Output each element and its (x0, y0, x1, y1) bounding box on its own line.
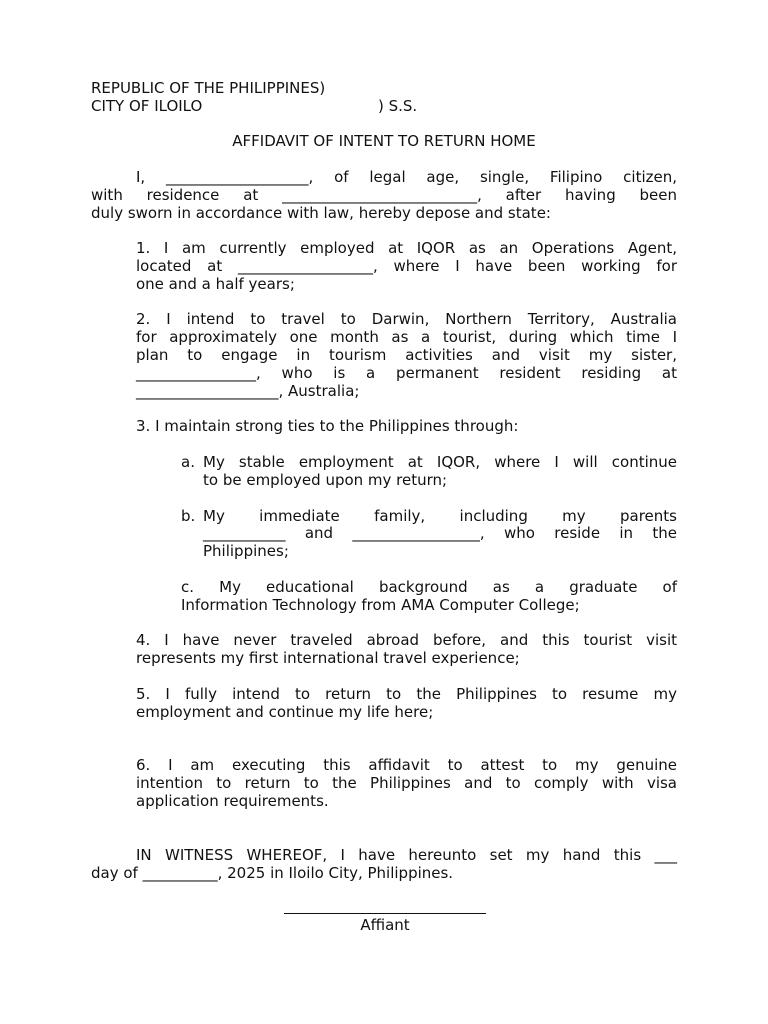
item-b-line-3: Philippines; (203, 542, 289, 560)
para-2-line-5: ___________________, Australia; (136, 382, 360, 400)
witness-line-2: day of __________, 2025 in Iloilo City, Philippines. (91, 864, 454, 882)
para-6-line-2: intention to return to the Philippines and to comply with visa (136, 774, 677, 792)
affiant-label: Affiant (360, 916, 410, 934)
para-4-line-2: represents my first international travel experience; (136, 649, 520, 667)
caption-city: CITY OF ILOILO (91, 97, 203, 115)
para-6-line-1: 6. I am executing this affidavit to attest to my genuine (136, 756, 677, 774)
caption-ss: ) S.S. (378, 97, 418, 115)
document-title: AFFIDAVIT OF INTENT TO RETURN HOME (232, 132, 536, 150)
item-b-line-2: ___________ and _________________, who reside in the (203, 524, 677, 542)
para-5-line-1: 5. I fully intend to return to the Philippines to resume my (136, 685, 677, 703)
caption-republic: REPUBLIC OF THE PHILIPPINES) (91, 79, 326, 97)
item-c-line-1: c. My educational background as a graduate of (181, 578, 677, 596)
para-1-line-1: 1. I am currently employed at IQOR as an Operations Agent, (136, 239, 677, 257)
para-6-line-3: application requirements. (136, 792, 329, 810)
item-c-line-2: Information Technology from AMA Computer College; (181, 596, 580, 614)
intro-line-3: duly sworn in accordance with law, hereby depose and state: (91, 204, 551, 222)
item-a-line-2: to be employed upon my return; (203, 471, 448, 489)
item-b-marker: b. (181, 507, 196, 525)
para-1-line-3: one and a half years; (136, 275, 295, 293)
para-2-line-4: ________________, who is a permanent resident residing at (136, 364, 677, 382)
intro-line-2: with residence at __________________________, after having been (91, 186, 677, 204)
para-4-line-1: 4. I have never traveled abroad before, and this tourist visit (136, 631, 677, 649)
item-a-marker: a. (181, 453, 195, 471)
intro-line-1: I, ___________________, of legal age, single, Filipino citizen, (136, 168, 677, 186)
item-a-line-1: My stable employment at IQOR, where I will continue (203, 453, 677, 471)
witness-line-1: IN WITNESS WHEREOF, I have hereunto set my hand this ___ (136, 846, 677, 864)
item-b-line-1: My immediate family, including my parents (203, 507, 677, 525)
para-1-line-2: located at __________________, where I have been working for (136, 257, 677, 275)
para-2-line-1: 2. I intend to travel to Darwin, Northern Territory, Australia (136, 310, 677, 328)
para-3: 3. I maintain strong ties to the Philippines through: (136, 417, 519, 435)
signature-line (284, 913, 486, 914)
para-2-line-3: plan to engage in tourism activities and visit my sister, (136, 346, 677, 364)
para-2-line-2: for approximately one month as a tourist, during which time I (136, 328, 677, 346)
para-5-line-2: employment and continue my life here; (136, 703, 434, 721)
